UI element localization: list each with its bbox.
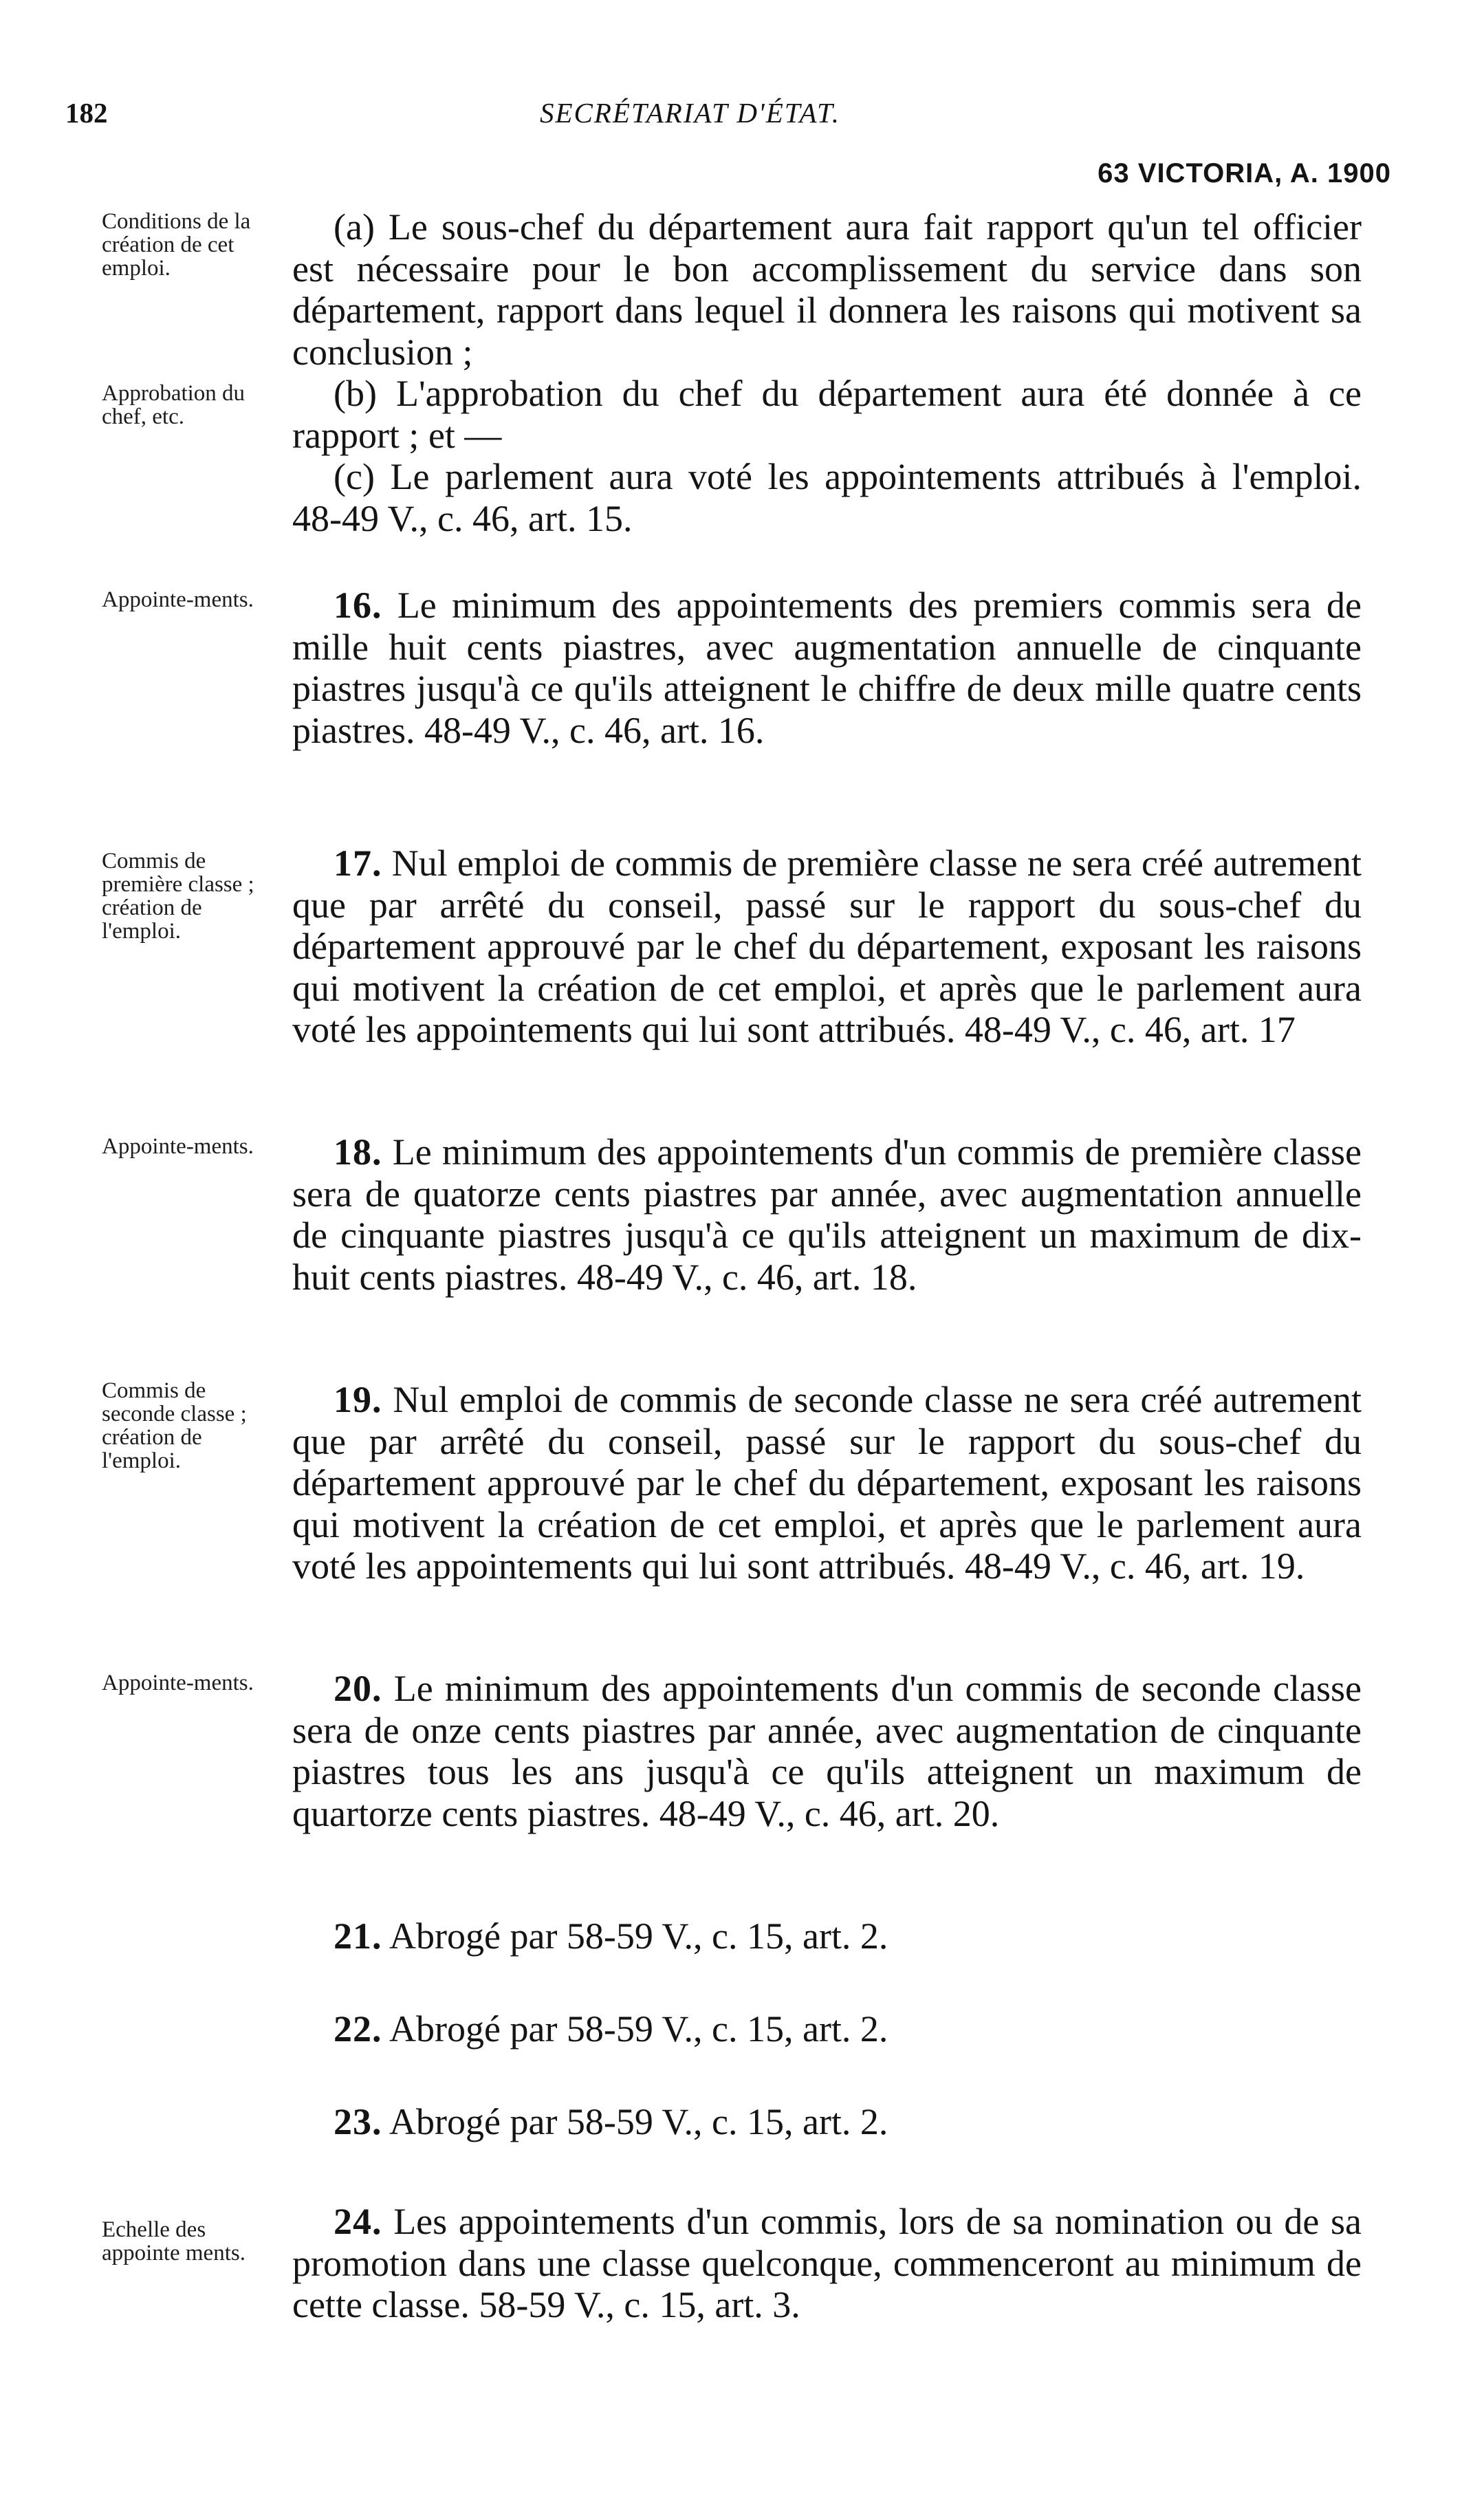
section-19-text: Nul emploi de commis de seconde classe ne sera créé autrement que par arrêté du conseil, passé sur le rapport du sous-chef du département approuvé par le chef du département, exposant les raisons qui motivent la création de cet emploi, et après que le parlement aura voté les appointements qui lui sont attribués. 48-49 V., c. 46, art. 19.: [292, 1379, 1362, 1587]
margin-note-conditions: Conditions de la création de cet emploi.: [102, 209, 251, 281]
section-18-text: Le minimum des appointements d'un commis de première classe sera de quatorze cents piastres par année, avec augmentation annuelle de cinquante piastres jusqu'à ce qu'ils atteignent un maximum de dix-huit cents piastres. 48-49 V., c. 46, art. 18.: [292, 1131, 1362, 1298]
section-17: [292, 843, 1362, 1051]
section-20-text: Le minimum des appointements d'un commis de seconde classe sera de onze cents piastres par année, avec augmentation de cinquante piastres tous les ans jusqu'à ce qu'ils atteignent un maximum de quartorze cents piastres. 48-49 V., c. 46, art. 20.: [292, 1668, 1362, 1834]
running-title: SECRÉTARIAT D'ÉTAT.: [540, 97, 841, 129]
section-22: [334, 2008, 888, 2050]
session-label: 63 VICTORIA, A. 1900: [1098, 158, 1391, 188]
section-20: [292, 1668, 1362, 1834]
section-23-number: 23.: [334, 2101, 382, 2142]
section-24-text: Les appointements d'un commis, lors de sa nomination ou de sa promotion dans une classe quelconque, commenceront au minimum de cette classe. 58-59 V., c. 15, art. 3.: [292, 2201, 1362, 2325]
margin-note-commis-seconde: Commis de seconde classe ; création de l'emploi.: [102, 1378, 247, 1473]
margin-note-commis-premiere: Commis de première classe ; création de l'emploi.: [102, 849, 254, 944]
section-22-number: 22.: [334, 2008, 382, 2050]
section-21-text: Abrogé par 58-59 V., c. 15, art. 2.: [389, 1915, 888, 1957]
clauses-block: [292, 206, 1362, 539]
section-23-text: Abrogé par 58-59 V., c. 15, art. 2.: [389, 2101, 888, 2142]
section-16-number: 16.: [334, 585, 382, 626]
margin-note-echelle: Echelle des appointe ments.: [102, 2217, 245, 2265]
section-22-text: Abrogé par 58-59 V., c. 15, art. 2.: [389, 2008, 888, 2050]
section-16-text: Le minimum des appointements des premiers commis sera de mille huit cents piastres, avec augmentation annuelle de cinquante piastres jusqu'à ce qu'ils atteignent le chiffre de deux mille quatre cents piastres. 48-49 V., c. 46, art. 16.: [292, 585, 1362, 751]
section-17-number: 17.: [334, 843, 382, 884]
section-16: [292, 585, 1362, 751]
section-21: [334, 1915, 888, 1957]
margin-note-appointements-18: Appointe-ments.: [102, 1134, 254, 1159]
section-24: [292, 2201, 1362, 2326]
section-18-number: 18.: [334, 1131, 382, 1173]
section-19: [292, 1379, 1362, 1587]
margin-note-appointements-16: Appointe-ments.: [102, 587, 254, 612]
section-19-number: 19.: [334, 1379, 382, 1420]
clause-b: (b) L'approbation du chef du département aura été donnée à ce rapport ; et —: [292, 373, 1362, 456]
section-20-number: 20.: [334, 1668, 382, 1709]
section-24-number: 24.: [334, 2201, 382, 2242]
clause-a: (a) Le sous-chef du département aura fait rapport qu'un tel officier est nécessaire pour le bon accomplissement du service dans son département, rapport dans lequel il donnera les raisons qui motivent sa conclusion ;: [292, 206, 1362, 373]
margin-note-approbation: Approbation du chef, etc.: [102, 381, 245, 429]
section-21-number: 21.: [334, 1915, 382, 1957]
page-number: 182: [65, 97, 108, 129]
section-17-text: Nul emploi de commis de première classe ne sera créé autrement que par arrêté du conseil, passé sur le rapport du sous-chef du département approuvé par le chef du département, exposant les raisons qui motivent la création de cet emploi, et après que le parlement aura voté les appointements qui lui sont attribués. 48-49 V., c. 46, art. 17: [292, 843, 1362, 1050]
clause-c: (c) Le parlement aura voté les appointements attribués à l'emploi. 48-49 V., c. 46, art. 15.: [292, 456, 1362, 539]
margin-note-appointements-20: Appointe-ments.: [102, 1671, 254, 1695]
section-18: [292, 1131, 1362, 1298]
section-23: [334, 2101, 888, 2142]
